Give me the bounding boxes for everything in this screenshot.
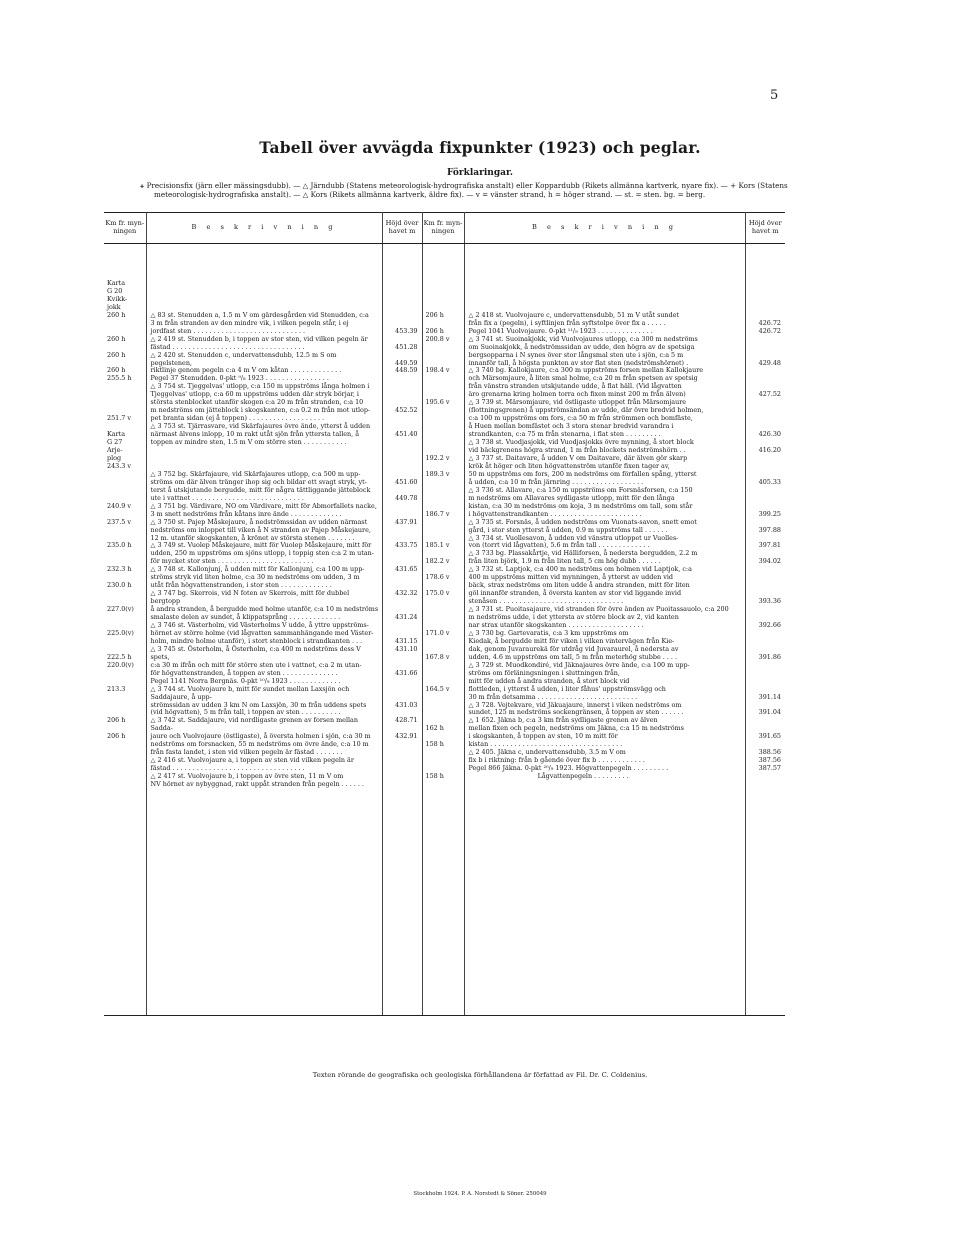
height-values-left: 453.39 451.28 449.59 448.59 452.52 451.40 451.60 449.78 437.91 433.75 431.65 432.32 431.24 431.15 431.10 431.66 431.03 428.71 432.91	[395, 326, 418, 741]
legend-heading: Förklaringar.	[446, 168, 513, 178]
header-height-left: Höjd över havet m	[382, 213, 422, 244]
imprint: Stockholm 1924. P. A. Norstedt & Söner. 250049	[413, 1191, 547, 1197]
page-title: Tabell över avvägda fixpunkter (1923) och peglar.	[259, 138, 701, 157]
height-values-right: 426.72 426.72 429.48 427.52 426.30 416.20 405.33 399.25 397.88 397.81 394.02 393.36 392.66 391.86 391.14 391.04 391.65 388.56 387.56 387.57	[758, 318, 781, 773]
table-body	[104, 244, 785, 1016]
header-height-right: Höjd över havet m	[745, 213, 785, 244]
km-column-right	[422, 244, 464, 1016]
descriptions-left: △ 83 st. Stenudden a, 1.5 m V om gärdesgården vid Stenudden, c:a 3 m från stranden av den mindre vik, i vilken pegeln står, i ej jordfast sten . . . . . . . . . . . . . . . . . . . . . . . . . . . . △ 2 419 st. Stenudden b, i toppen av stor sten, vid vilken pegeln är fästad . . . . . . . . . . . . . . . . . . . . . . . . . . . . . . . . . △ 2 420 st. Stenudden c, undervattensdubb, 12.5 m S om pegelstenen, riktlinje genom pegeln c:a 4 m V om kåtan . . . . . . . . . . . . . Pegel 37 Stenudden. 0-pkt ⁹/₈ 1923 . . . . . . . . . . . . . . . . △ 3 754 st. Tjeggelvas' utlopp, c:a 150 m uppströms långa holmen i Tjeggelvas' utlopp, c:a 60 m uppströms udden där stryk börjar, i största stenblocket utanför skogen c:a 20 m från stranden, c:a 10 m nedströms om jätteblock i skogskanten, c:a 0.2 m från mot utlop- pet branta sidan (ej å toppen) . . . . . . . . . . . . . . . . . . . △ 3 753 st. Tjärrasvare, vid Skärfajaures övre ände, ytterst å udden närmast älvens inlopp, 10 m rakt utåt sjön från yttersta tallen, å toppen av mindre sten, 1.5 m V om större sten . . . . . . . . . . . △ 3 752 bg. Skärfajaure, vid Skärfajaures utlopp, c:a 500 m upp- ströms om där älven tränger ihop sig och bildar ett svagt stryk, yt- terst å utskjutande bergudde, mitt för några tättliggande jätteblock ute i vattnet . . . . . . . . . . . . . . . . . . . . . . . . . . . . △ 3 751 bg. Värdivare, NO om Värdivare, mitt för Abmorfallets nacke, 3 m snett nedströms från kåtans inre ände . . . . . . . . . . . . . △ 3 750 st. Pajep Måskejaure, å nedströmssidan av udden närmast nedströms om inloppet till viken å N stranden av Pajep Måskejaure, 12 m. utanför skogskanten, å krönet av största stenen . . . . . . . △ 3 749 st. Vuolep Måskejaure, mitt för Vuolep Måskejaure, mitt för udden, 250 m uppströms om sjöns utlopp, i toppig sten c:a 2 m utan- för mycket stor sten . . . . . . . . . . . . . . . . . . . . . . . . △ 3 748 st. Kallonjunj, å udden mitt för Kallonjunj, c:a 100 m upp- ströms stryk vid liten holme, c:a 30 m nedströms om udden, 3 m utåt från högvattenstranden, i stor sten . . . . . . . . . . . . . △ 3 747 bg. Skerrois, vid N foten av Skerrois, mitt för dubbel bergtopp å andra stranden, å bergudde med holme utanför, c:a 10 m nedströms smalaste delen av sundet, å klippatsprång . . . . . . . . . . . . . △ 3 746 st. Västerholm, vid Västerholms V udde, å yttre uppströms- hörnet av större holme (vid lågvatten sammanhängande med Väster- holm, mindre holme utanför), i stort stenblock i strandkanten . . . △ 3 745 st. Österholm, å Österholm, c:a 400 m nedströms dess V spets, c:a 30 m ifrån och mitt för större sten ute i vattnet, c:a 2 m utan- för högvattenstranden, å toppen av sten . . . . . . . . . . . . . . Pegel 1141 Norra Bergnäs. 0-pkt ¹⁰/₉ 1923 . . . . . . . . . . . . . △ 3 744 st. Vuolvojaure b, mitt för sundet mellan Laxsjön och Saddajaure, å upp- strömssidan av udden 3 km N om Laxsjön, 30 m från uddens spets (vid högvatten), 5 m från tall, i toppen av sten . . . . . . . . . . △ 3 742 st. Saddajaure, vid nordligaste grenen av forsen mellan Sadda- jaure och Vuolvojaure (östligaste), å översta holmen i sjön, c:a 30 m nedströms om forsnacken, 55 m nedströms om övre ände, c:a 10 m från fasta landet, i sten vid vilken pegeln är fästad . . . . . . . △ 2 416 st. Vuolvojaure a, i toppen av sten vid vilken pegeln är fästad . . . . . . . . . . . . . . . . . . . . . . . . . . . . . . . . . △ 2 417 st. Vuolvojaure b, i toppen av övre sten, 11 m V om NV hörnet av nybyggnad, rakt uppåt stranden från pegeln . . . . . .	[150, 310, 379, 789]
legend	[140, 181, 845, 199]
header-description-right: B e s k r i v n i n g	[464, 213, 745, 244]
header-km-left: Km fr. myn-ningen	[104, 213, 146, 244]
legend-line: ⚹ Precisionsfix (järn eller mässingsdubb). — △ Järndubb (Statens meteorologisk-hydrografiska anstalt) eller Koppardubb (Rikets allmänna kartverk, nyare fix). — + Kors (Statens	[140, 181, 788, 190]
height-column-right	[745, 244, 785, 1016]
footnote: Texten rörande de geografiska och geologiska förhållandena är författad av Fil. Dr. C. Coldenius.	[312, 1071, 648, 1079]
km-column-left	[104, 244, 146, 1016]
description-column-left	[146, 244, 382, 1016]
fixpoint-table	[104, 212, 785, 1016]
km-values-left: Karta G 20 Kvikk- jokk 260 h 260 h 260 h 260 h 255.5 h 251.7 v Karta G 27 Arje- plog 243.3 v 240.9 v 237.5 v 235.0 h 232.3 h 230.0 h 227.0(v) 225.0(v) 222.5 h 220.0(v) 213.3 206 h 206 h	[107, 279, 134, 741]
page-number: 5	[770, 88, 779, 103]
km-values-right: 206 h 206 h 200.8 v 198.4 v 195.6 v 192.2 v 189.3 v 186.7 v 185.1 v 182.2 v 178.6 v 175.0 v 171.0 v 167.8 v 164.5 v 162 h 158 h 158 h	[425, 310, 450, 781]
description-column-right	[464, 244, 745, 1016]
height-column-left	[382, 244, 422, 1016]
header-km-right: Km fr. myn-ningen	[422, 213, 464, 244]
header-description-left: B e s k r i v n i n g	[146, 213, 382, 244]
legend-line: meteorologisk-hydrografiska anstalt). — △ Kors (Rikets allmänna kartverk, äldre fix). — v = vänster strand, h = höger strand. — st. = sten. bg. = berg.	[154, 190, 706, 199]
descriptions-right: △ 2 418 st. Vuolvojaure c, undervattensdubb, 51 m V utåt sundet från fix a (pegeln), i syftlinjen från syftstolpe över fix a . . . . . Pegel 1041 Vuolvojaure. 0-pkt ¹¹/₉ 1923 . . . . . . . . . . . . . . △ 3 741 st. Suoinakjokk, vid Vuolvojaures utlopp, c:a 300 m nedströms om Suoinakjokk, å nedströmssidan av udde, den högra av de spetsiga bergsopparna i N synes över stor långsmal sten ute i sjön, c:a 5 m innanför tall, å högsta punkten av stor flat sten (nedströmshörnet) . △ 3 740 bg. Kallokjaure, c:a 300 m uppströms forsen mellan Kallokjaure och Märsomjaure, å liten smal holme, c:a 20 m från spetsen av spetsig från vänstra stranden utskjutande udde, å flat häll. (Vid lågvatten äro grenarna kring holmen torra och fixen minst 200 m från älven) △ 3 739 st. Märsomjaure, vid östligaste utloppet från Märsomjaure (flottningsgrenen) å uppströmsändan av udde, där övre bredvid holmen, c:a 100 m uppströms om fors, c:a 50 m från strömmen och bomfäste, å Huen mellan bomfästet och 3 stora stenar bredvid varandra i strandkanten, c:a 75 m från stenarna, i flat sten . . . . . . . . . △ 3 738 st. Vuodjasjokk, vid Vuodjasjokks övre mynning, å stort block vid bäckgrenens högra strand, 1 m från blockets nedströmshörn . . △ 3 737 st. Daitavare, å udden V om Daitavare, där älven gör skarp krök åt höger och liten högvattenström utanför fixen tager av, 50 m uppströms om fors, 200 m nedströms om förfallen spång, ytterst å udden, c:a 10 m från järnring . . . . . . . . . . . . . . . . . . △ 3 736 st. Allavare, c:a 150 m uppströms om Forsnäsforsen, c:a 150 m nedströms om Allavares sydligaste utlopp, mitt för den långa kistan, c:a 30 m nedströms om koja, 3 m nedströms om tall, som står i högvattenstrandkanten . . . . . . . . . . . . . . . . . . . . . . . △ 3 735 st. Forsnäs, å udden nedströms om Vuonats-savon, snett emot gård, i stor sten ytterst å udden, 0.9 m uppströms tall . . . . . . △ 3 734 st. Vuollesavon, å udden vid vänstra utloppet ur Vuolles- von (torrt vid lågvatten), 5.6 m från tall . . . . . . . . . . . . . △ 3 733 bg. Plassakårtje, vid Hälliforsen, å nedersta bergudden, 2.2 m från liten björk, 1.9 m från liten tall, 5 cm hög dubb . . . . . . △ 3 732 st. Laptjok, c:a 400 m nedströms om holmen vid Laptjok, c:a 400 m uppströms mitten vid mynningen, å ytterst av udden vid bäck, strax nedströms om liten udde å andra stranden, mitt för liten göl innanför stranden, å översta kanten av stor vid liggande invid stenåsen . . . . . . . . . . . . . . . . . . . . . . . . . . . . . . . △ 3 731 st. Puoitasajaure, vid stranden för övre änden av Puoitassauolo, c:a 200 m nedströms udde, i det yttersta av större block av 2, vid kanten nar strax utanför skogskanten . . . . . . . . . . . . . . . . . . . △ 3 730 bg. Gartevaratis, c:a 3 km uppströms om Kiedak, å bergudde mitt för viken i vilken vintervägen från Kie- dak, genom Juvaraurekä för utdråg vid Juvaraurel, å nedersta av udden, 4.6 m uppströms om tall, 5 m från meterhög stubbe . . . . △ 3 729 st. Muodkondiré, vid Jäknajaures övre ände, c:a 100 m upp- ströms om förläningsningen i sluttningen från, mitt för udden å andra stranden, å stort block vid flottleden, i ytterst å udden, i liter fåhus' uppströmsvägg och 30 m från detsamma . . . . . . . . . . . . . . . . . . . . . . . . . △ 3 728. Vejtekvare, vid Jäkuajaure, innerst i viken nedströms om sundet, 125 m nedströms sockengränsen, å toppen av sten . . . . . . △ 1 652. Jäkna b, c:a 3 km från sydligaste grenen av älven mellan fixen och pegeln, nedströms om Jäkna, c:a 15 m nedströms i skogskanten, å toppen av sten, 10 m mitt för kistan . . . . . . . . . . . . . . . . . . . . . . . . . . . . . . . . . △ 2 405. Jäkna c, undervattensdubb, 3.5 m V om fix b i riktning: från b gående över fix b . . . . . . . . . . . . Pegel 866 Jäkna. 0-pkt ²⁰/₉ 1923. Högvattenpegeln . . . . . . . . . Lågvattenpegeln . . . . . . . . .	[468, 310, 729, 781]
